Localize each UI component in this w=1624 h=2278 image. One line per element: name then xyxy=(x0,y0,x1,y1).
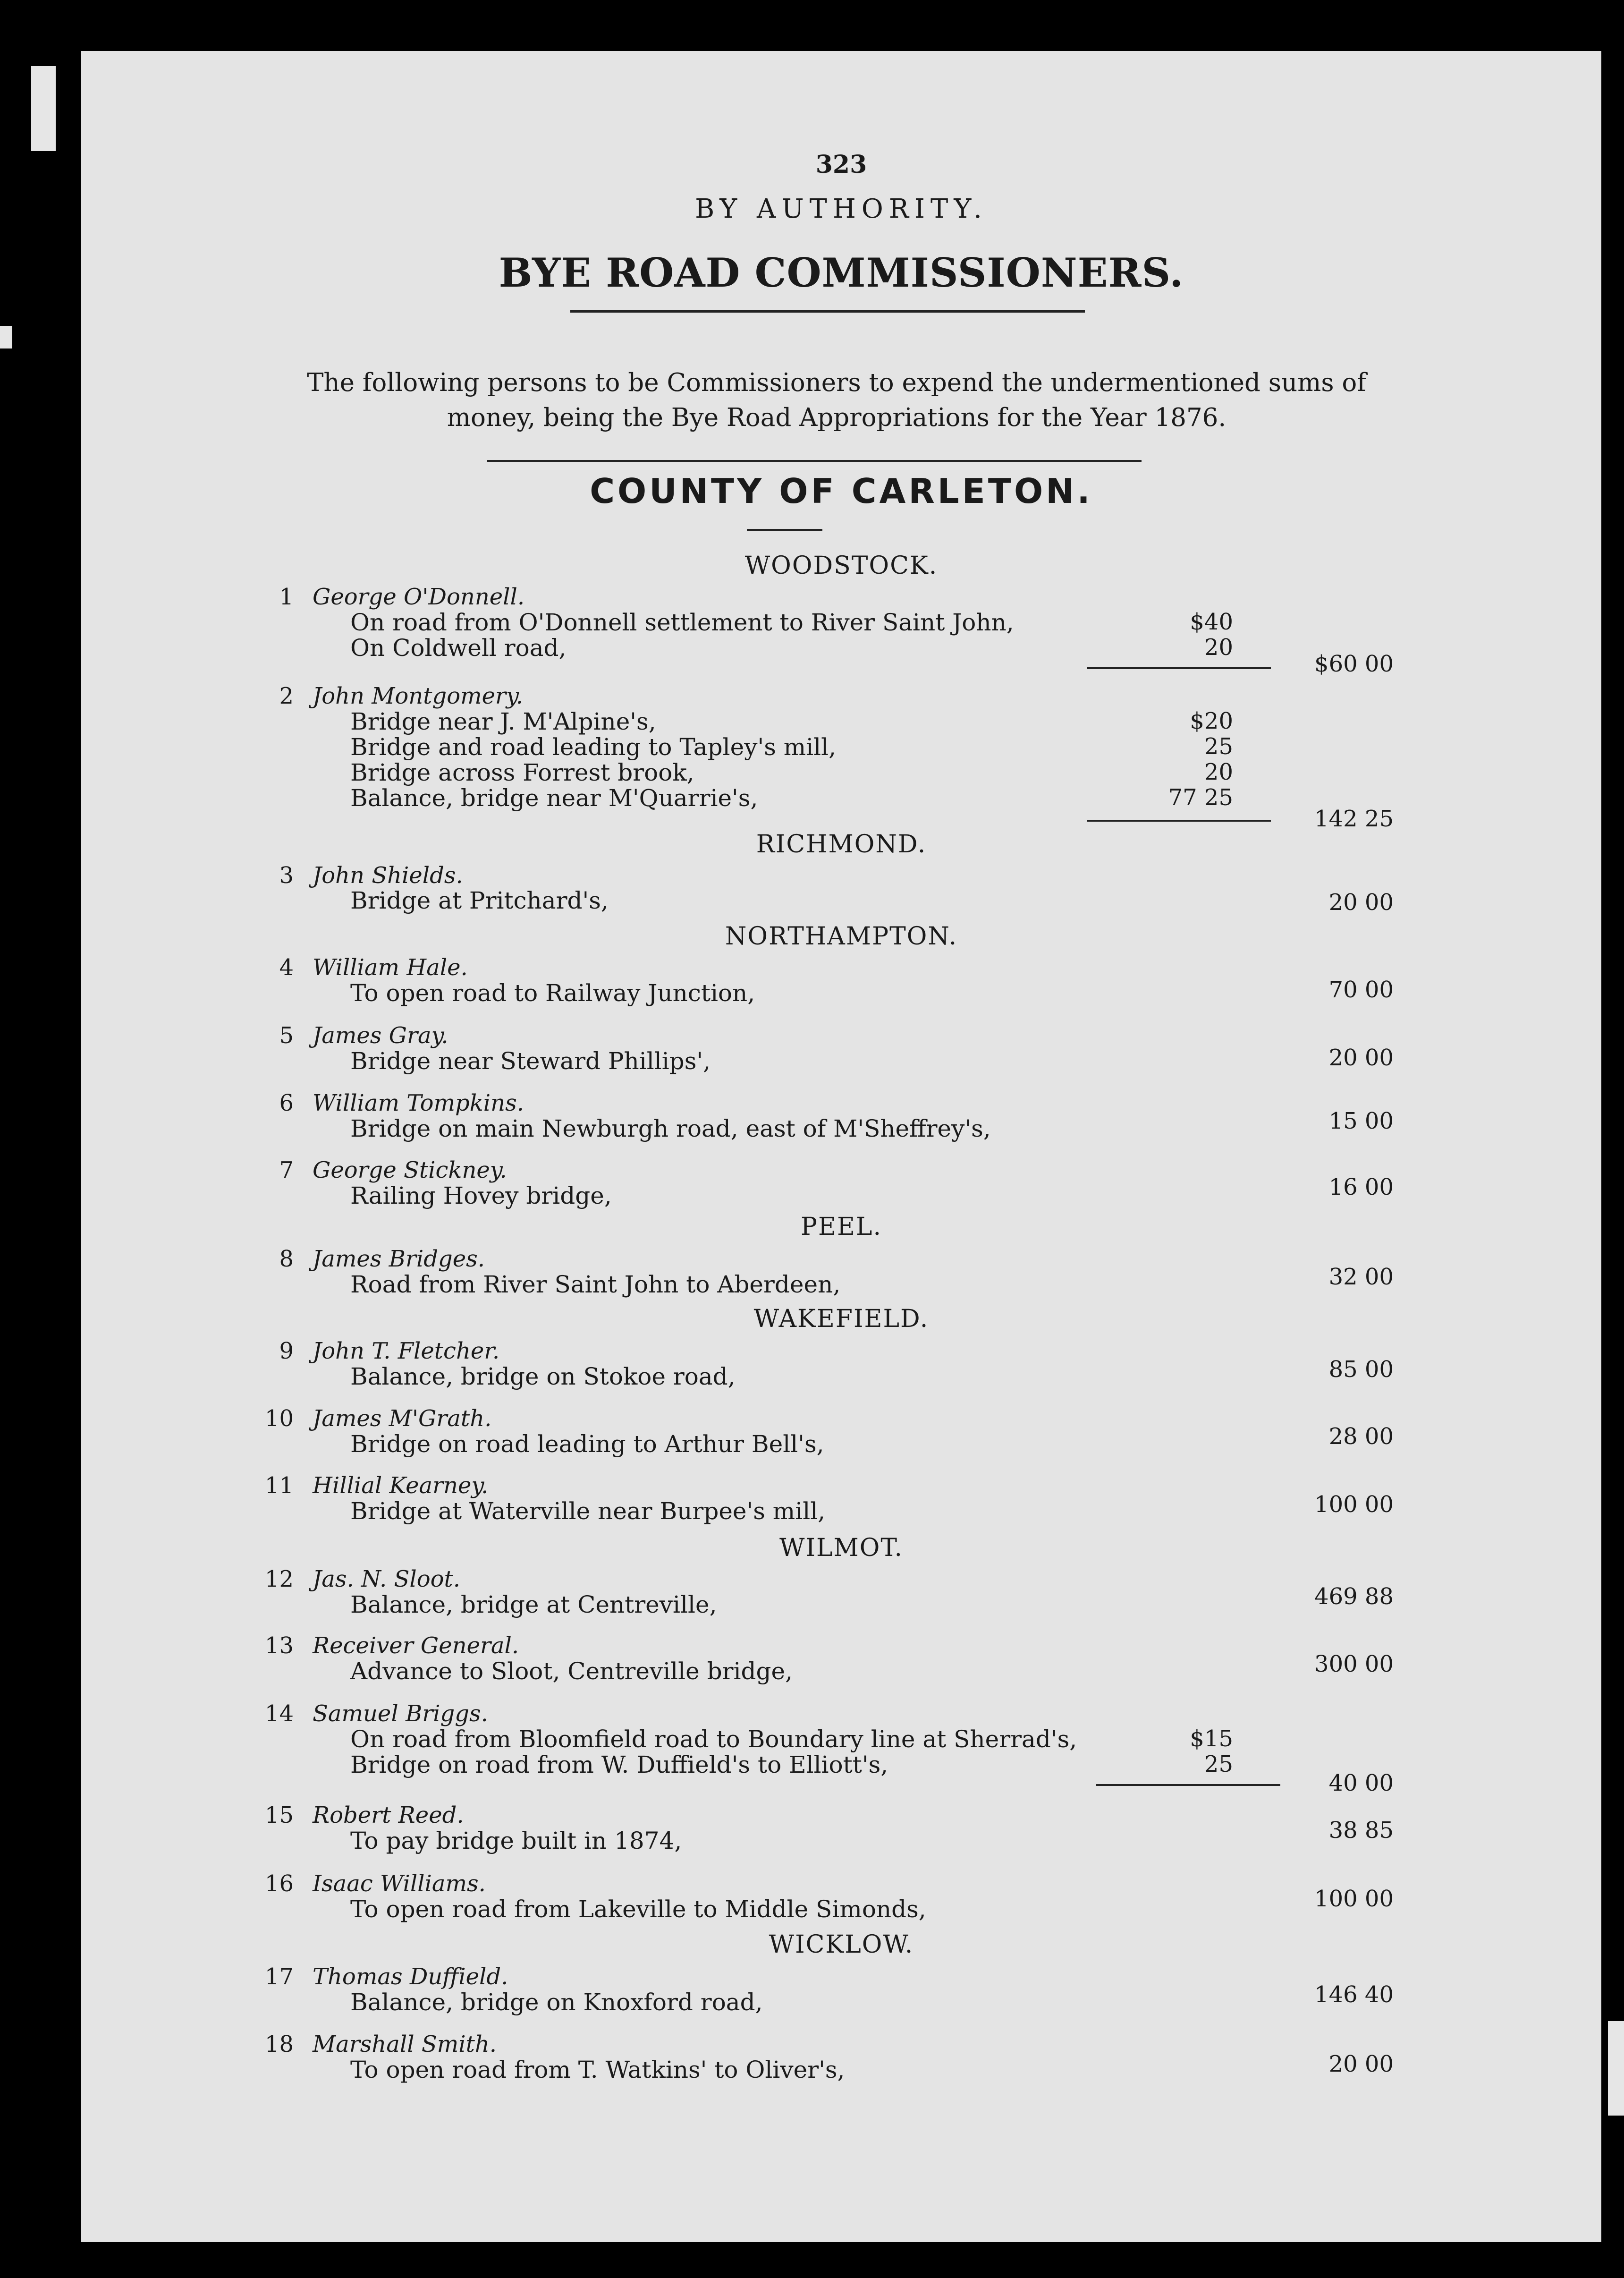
entry-number: 12 xyxy=(264,1566,294,1592)
sub-amount: 25 xyxy=(1204,733,1233,760)
subtotal-rule xyxy=(1087,820,1271,822)
appropriation-item: Bridge near J. M'Alpine's, xyxy=(350,708,656,735)
entry-number: 7 xyxy=(279,1157,294,1183)
page-number: 323 xyxy=(815,150,867,179)
county-heading: COUNTY OF CARLETON. xyxy=(590,471,1093,511)
entry-number: 9 xyxy=(279,1338,294,1364)
total-amount: 20 00 xyxy=(1328,2051,1394,2077)
commissioner-name: William Tompkins. xyxy=(313,1090,524,1116)
subtotal-rule xyxy=(1096,1784,1280,1786)
sub-amount: 25 xyxy=(1204,1751,1233,1777)
entry-number: 8 xyxy=(279,1246,294,1272)
total-amount: 16 00 xyxy=(1328,1174,1394,1200)
scan-edge-mark xyxy=(0,326,12,348)
sub-amount: 77 25 xyxy=(1168,784,1233,811)
intro-rule xyxy=(487,460,1142,462)
appropriation-item: On road from O'Donnell settlement to River Saint John, xyxy=(350,609,1014,636)
scan-edge-mark xyxy=(1608,2021,1624,2116)
sub-amount: 20 xyxy=(1204,759,1233,785)
commissioner-name: George O'Donnell. xyxy=(313,584,525,610)
intro-line: The following persons to be Commissioners to expend the undermentioned sums of xyxy=(307,368,1366,397)
appropriation-item: Bridge at Pritchard's, xyxy=(350,887,609,914)
entry-number: 6 xyxy=(279,1090,294,1116)
appropriation-item: Bridge near Steward Phillips', xyxy=(350,1047,710,1075)
total-amount: 300 00 xyxy=(1314,1651,1394,1677)
total-amount: 38 85 xyxy=(1328,1817,1394,1844)
appropriation-item: Balance, bridge near M'Quarrie's, xyxy=(350,784,758,812)
appropriation-item: Advance to Sloot, Centreville bridge, xyxy=(350,1658,793,1685)
commissioner-name: Jas. N. Sloot. xyxy=(313,1566,461,1592)
entry-number: 14 xyxy=(264,1700,294,1727)
intro-line: money, being the Bye Road Appropriations for the Year 1876. xyxy=(447,403,1226,432)
commissioner-name: James M'Grath. xyxy=(313,1405,492,1432)
authority-heading: BY AUTHORITY. xyxy=(695,194,988,224)
entry-number: 17 xyxy=(264,1964,294,1990)
entry-number: 11 xyxy=(264,1472,294,1499)
entry-number: 1 xyxy=(279,584,294,610)
appropriation-item: Bridge on road from W. Duffield's to Elliott's, xyxy=(350,1751,888,1778)
total-amount: 15 00 xyxy=(1328,1108,1394,1134)
total-amount: 28 00 xyxy=(1328,1423,1394,1450)
commissioner-name: John Shields. xyxy=(313,862,463,889)
appropriation-item: To open road from T. Watkins' to Oliver's, xyxy=(350,2056,845,2083)
total-amount: 32 00 xyxy=(1328,1264,1394,1290)
commissioner-name: Robert Reed. xyxy=(313,1802,464,1828)
appropriation-item: To open road from Lakeville to Middle Simonds, xyxy=(350,1896,926,1923)
section-heading: WILMOT. xyxy=(779,1534,903,1562)
section-heading: WICKLOW. xyxy=(769,1930,914,1959)
document-page xyxy=(81,51,1601,2242)
appropriation-item: Balance, bridge at Centreville, xyxy=(350,1591,717,1618)
appropriation-item: Bridge and road leading to Tapley's mill, xyxy=(350,733,837,761)
sub-amount: $15 xyxy=(1190,1726,1233,1752)
section-heading: RICHMOND. xyxy=(756,830,927,858)
entry-number: 2 xyxy=(279,683,294,709)
section-heading: WAKEFIELD. xyxy=(753,1305,929,1333)
title-rule xyxy=(570,310,1085,313)
total-amount: 20 00 xyxy=(1328,1045,1394,1071)
sub-amount: 20 xyxy=(1204,634,1233,661)
commissioner-name: William Hale. xyxy=(313,954,468,981)
section-heading: NORTHAMPTON. xyxy=(725,922,958,951)
appropriation-item: To pay bridge built in 1874, xyxy=(350,1827,682,1854)
entry-number: 5 xyxy=(279,1022,294,1049)
appropriation-item: Road from River Saint John to Aberdeen, xyxy=(350,1271,841,1298)
county-rule xyxy=(747,529,822,531)
commissioner-name: Marshall Smith. xyxy=(313,2031,497,2057)
sub-amount: $40 xyxy=(1190,609,1233,635)
total-amount: 20 00 xyxy=(1328,889,1394,916)
section-heading: PEEL. xyxy=(801,1213,882,1241)
entry-number: 18 xyxy=(264,2031,294,2057)
total-amount: 469 88 xyxy=(1314,1583,1394,1610)
appropriation-item: Bridge across Forrest brook, xyxy=(350,759,694,786)
entry-number: 4 xyxy=(279,954,294,981)
entry-number: 16 xyxy=(264,1870,294,1897)
total-amount: 142 25 xyxy=(1314,806,1394,832)
appropriation-item: Balance, bridge on Stokoe road, xyxy=(350,1363,736,1390)
intro-paragraph xyxy=(279,366,1394,435)
entry-number: 3 xyxy=(279,862,294,889)
appropriation-item: Bridge on main Newburgh road, east of M'Sheffrey's, xyxy=(350,1115,991,1142)
total-amount: 40 00 xyxy=(1328,1770,1394,1796)
appropriation-item: On Coldwell road, xyxy=(350,634,567,662)
commissioner-name: Isaac Williams. xyxy=(313,1870,486,1897)
commissioner-name: Hillial Kearney. xyxy=(313,1472,489,1499)
section-heading: WOODSTOCK. xyxy=(744,552,938,580)
total-amount: 100 00 xyxy=(1314,1491,1394,1518)
appropriation-item: Bridge at Waterville near Burpee's mill, xyxy=(350,1497,826,1525)
subtotal-rule xyxy=(1087,667,1271,669)
commissioner-name: Samuel Briggs. xyxy=(313,1700,488,1727)
entry-number: 15 xyxy=(264,1802,294,1828)
commissioner-name: Receiver General. xyxy=(313,1632,519,1659)
commissioner-name: John T. Fletcher. xyxy=(313,1338,500,1364)
scan-edge-mark xyxy=(31,66,56,151)
appropriation-item: To open road to Railway Junction, xyxy=(350,979,755,1007)
appropriation-item: Bridge on road leading to Arthur Bell's, xyxy=(350,1430,824,1458)
appropriation-item: On road from Bloomfield road to Boundary line at Sherrad's, xyxy=(350,1726,1077,1753)
total-amount: 70 00 xyxy=(1328,977,1394,1003)
page-title: BYE ROAD COMMISSIONERS. xyxy=(499,249,1184,296)
commissioner-name: George Stickney. xyxy=(313,1157,507,1183)
entry-number: 13 xyxy=(264,1632,294,1659)
appropriation-item: Balance, bridge on Knoxford road, xyxy=(350,1989,763,2016)
total-amount: $60 00 xyxy=(1314,651,1394,677)
appropriation-item: Railing Hovey bridge, xyxy=(350,1182,612,1209)
entry-number: 10 xyxy=(264,1405,294,1432)
total-amount: 85 00 xyxy=(1328,1356,1394,1383)
commissioner-name: James Gray. xyxy=(313,1022,448,1049)
commissioner-name: Thomas Duffield. xyxy=(313,1964,508,1990)
total-amount: 146 40 xyxy=(1314,1981,1394,2008)
total-amount: 100 00 xyxy=(1314,1886,1394,1912)
commissioner-name: James Bridges. xyxy=(313,1246,485,1272)
commissioner-name: John Montgomery. xyxy=(313,683,523,709)
sub-amount: $20 xyxy=(1190,708,1233,734)
